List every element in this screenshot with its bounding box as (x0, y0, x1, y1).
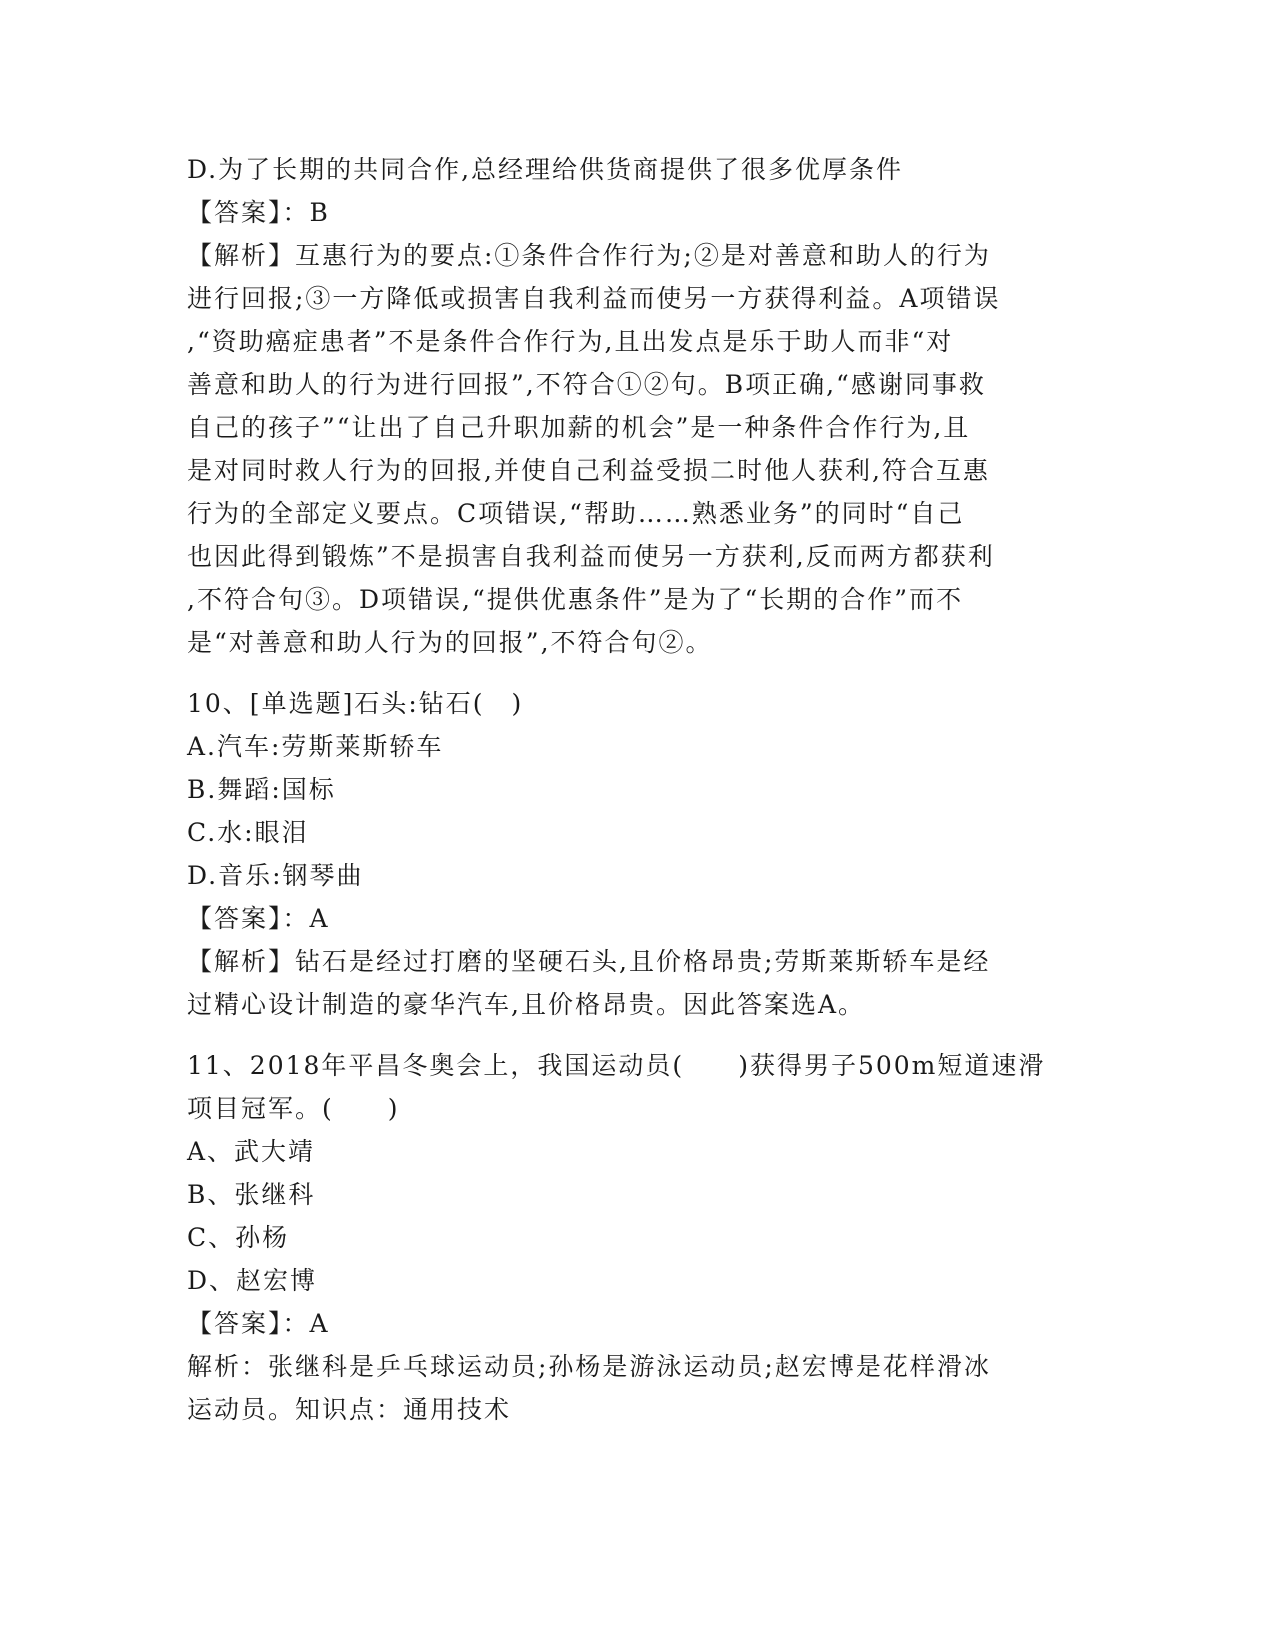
question-11-option-c: C、孙杨 (187, 1223, 290, 1252)
question-10-option-a: A.汽车:劳斯莱斯轿车 (187, 732, 444, 761)
question-9-analysis-line: 自己的孩子”“让出了自己升职加薪的机会”是一种条件合作行为,且 (187, 413, 971, 442)
question-10-option-b: B.舞蹈:国标 (187, 775, 336, 804)
question-9-option-d: D.为了长期的共同合作,总经理给供货商提供了很多优厚条件 (187, 155, 904, 184)
document-body (187, 148, 1087, 1431)
question-10-option-c: C.水:眼泪 (187, 818, 309, 847)
question-10-option-d: D.音乐:钢琴曲 (187, 861, 364, 890)
question-9-block (187, 148, 1087, 664)
question-10-block (187, 682, 1087, 1026)
question-11-block (187, 1044, 1087, 1431)
spacer (187, 664, 1087, 682)
question-9-analysis-line: 也因此得到锻炼”不是损害自我利益而使另一方获利,反而两方都获利 (187, 542, 995, 571)
question-9-analysis-line: 是“对善意和助人行为的回报”,不符合句②。 (187, 628, 713, 657)
question-11-stem-line: 11、2018年平昌冬奥会上，我国运动员( )获得男子500m短道速滑 (187, 1051, 1046, 1080)
question-10-answer: 【答案】：A (187, 904, 330, 933)
question-9-analysis-line: 进行回报;③一方降低或损害自我利益而使另一方获得利益。A项错误 (187, 284, 1001, 313)
question-9-analysis-line: 【解析】互惠行为的要点:①条件合作行为;②是对善意和助人的行为 (187, 241, 991, 270)
question-9-analysis-line: 是对同时救人行为的回报,并使自己利益受损二时他人获利,符合互惠 (187, 456, 990, 485)
question-11-stem-line: 项目冠军。( ) (187, 1094, 400, 1123)
question-9-analysis-line: 善意和助人的行为进行回报”,不符合①②句。B项正确,“感谢同事救 (187, 370, 986, 399)
spacer (187, 1026, 1087, 1044)
question-11-analysis-line: 运动员。知识点：通用技术 (187, 1395, 512, 1424)
question-11-option-a: A、武大靖 (187, 1137, 316, 1166)
question-10-analysis-line: 过精心设计制造的豪华汽车,且价格昂贵。因此答案选A。 (187, 990, 866, 1019)
question-11-answer: 【答案】：A (187, 1309, 330, 1338)
question-11-analysis-line: 解析：张继科是乒乓球运动员;孙杨是游泳运动员;赵宏博是花样滑冰 (187, 1352, 991, 1381)
question-10-stem: 10、[单选题]石头:钻石( ) (187, 689, 524, 718)
question-11-option-b: B、张继科 (187, 1180, 316, 1209)
question-9-analysis-line: 行为的全部定义要点。C项错误,“帮助……熟悉业务”的同时“自己 (187, 499, 965, 528)
question-11-option-d: D、赵宏博 (187, 1266, 318, 1295)
question-10-analysis-line: 【解析】钻石是经过打磨的坚硬石头,且价格昂贵;劳斯莱斯轿车是经 (187, 947, 991, 976)
question-9-analysis-line: ,“资助癌症患者”不是条件合作行为,且出发点是乐于助人而非“对 (187, 327, 954, 356)
question-9-answer: 【答案】：B (187, 198, 330, 227)
question-9-analysis-line: ,不符合句③。D项错误,“提供优惠条件”是为了“长期的合作”而不 (187, 585, 964, 614)
